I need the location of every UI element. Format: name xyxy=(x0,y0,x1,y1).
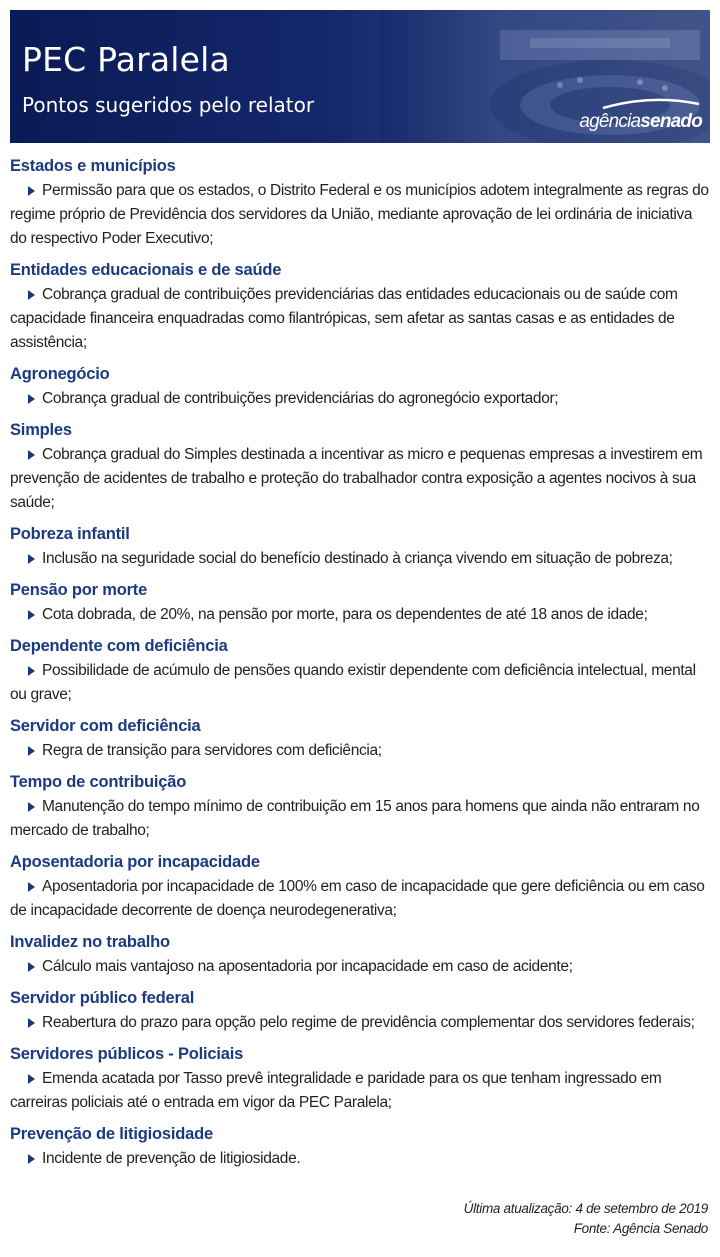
section-prevencao-litigiosidade xyxy=(10,1123,712,1171)
logo-text-agencia: agência xyxy=(579,111,641,132)
section-text: Cobrança gradual de contribuições previdenciárias do agronegócio exportador; xyxy=(42,390,559,407)
logo-text-senado: senado xyxy=(640,111,702,132)
section-pobreza-infantil xyxy=(10,523,712,571)
section-heading: Entidades educacionais e de saúde xyxy=(10,261,282,279)
section-agronegocio xyxy=(10,363,712,411)
section-text: Manutenção do tempo mínimo de contribuição em 15 anos para homens que ainda não entraram no mercado de trabalho; xyxy=(10,798,700,839)
triangle-bullet-icon xyxy=(28,666,35,676)
page-title: PEC Paralela xyxy=(22,40,230,79)
section-item xyxy=(10,443,712,515)
section-servidores-policiais xyxy=(10,1043,712,1115)
section-heading: Pensão por morte xyxy=(10,581,148,599)
header-banner xyxy=(10,10,710,143)
section-item xyxy=(10,875,712,923)
section-heading: Servidor com deficiência xyxy=(10,717,201,735)
section-heading: Servidor público federal xyxy=(10,989,195,1007)
triangle-bullet-icon xyxy=(28,610,35,620)
section-servidor-deficiencia xyxy=(10,715,712,763)
section-tempo-contribuicao xyxy=(10,771,712,843)
section-heading: Pobreza infantil xyxy=(10,525,130,543)
triangle-bullet-icon xyxy=(28,882,35,892)
triangle-bullet-icon xyxy=(28,394,35,404)
section-dependente-deficiencia xyxy=(10,635,712,707)
section-heading: Aposentadoria por incapacidade xyxy=(10,853,260,871)
section-heading: Dependente com deficiência xyxy=(10,637,228,655)
triangle-bullet-icon xyxy=(28,450,35,460)
section-estados-municipios xyxy=(10,155,712,251)
section-heading: Tempo de contribuição xyxy=(10,773,187,791)
section-text: Cálculo mais vantajoso na aposentadoria por incapacidade em caso de acidente; xyxy=(42,958,573,975)
section-servidor-publico-federal xyxy=(10,987,712,1035)
section-item xyxy=(10,179,712,251)
section-text: Regra de transição para servidores com deficiência; xyxy=(42,742,382,759)
section-item xyxy=(10,739,712,763)
section-heading: Simples xyxy=(10,421,72,439)
section-invalidez-trabalho xyxy=(10,931,712,979)
section-text: Cobrança gradual do Simples destinada a incentivar as micro e pequenas empresas a investirem em prevenção de acidentes de trabalho e proteção do trabalhador contra exposição a agentes nocivos à sua saúde; xyxy=(10,446,703,511)
triangle-bullet-icon xyxy=(28,962,35,972)
section-heading: Servidores públicos - Policiais xyxy=(10,1045,244,1063)
section-text: Inclusão na seguridade social do benefício destinado à criança vivendo em situação de pobreza; xyxy=(42,550,673,567)
section-item xyxy=(10,659,712,707)
section-heading: Agronegócio xyxy=(10,365,110,383)
section-item xyxy=(10,955,712,979)
section-text: Reabertura do prazo para opção pelo regime de previdência complementar dos servidores federais; xyxy=(42,1014,695,1031)
triangle-bullet-icon xyxy=(28,802,35,812)
section-item xyxy=(10,1067,712,1115)
triangle-bullet-icon xyxy=(28,554,35,564)
section-simples xyxy=(10,419,712,515)
section-pensao-por-morte xyxy=(10,579,712,627)
section-text: Aposentadoria por incapacidade de 100% em caso de incapacidade que gere deficiência ou em caso de incapacidade decorrente de doença neurodegenerativa; xyxy=(10,878,705,919)
proposal-list xyxy=(10,155,712,1179)
agencia-senado-logo xyxy=(579,107,702,137)
section-heading: Prevenção de litigiosidade xyxy=(10,1125,213,1143)
triangle-bullet-icon xyxy=(28,290,35,300)
section-item xyxy=(10,283,712,355)
source-credit: Fonte: Agência Senado xyxy=(573,1221,708,1236)
section-item xyxy=(10,1011,712,1035)
section-text: Emenda acatada por Tasso prevê integralidade e paridade para os que tenham ingressado em carreiras policiais até o entrada em vigor da PEC Paralela; xyxy=(10,1070,662,1111)
section-item xyxy=(10,387,712,411)
section-item xyxy=(10,1147,712,1171)
section-entidades-educacionais xyxy=(10,259,712,355)
section-aposentadoria-incapacidade xyxy=(10,851,712,923)
section-text: Cobrança gradual de contribuições previdenciárias das entidades educacionais ou de saúde com capacidade financeira enquadradas como filantrópicas, sem afetar as santas casas e as entidades de assistência; xyxy=(10,286,678,351)
section-heading: Estados e municípios xyxy=(10,157,176,175)
footer-credits xyxy=(464,1199,708,1239)
section-text: Incidente de prevenção de litigiosidade. xyxy=(42,1150,301,1167)
last-updated: Última atualização: 4 de setembro de 2019 xyxy=(463,1201,708,1216)
section-text: Permissão para que os estados, o Distrito Federal e os municípios adotem integralmente as regras do regime próprio de Previdência dos servidores da União, mediante aprovação de lei ordinária de iniciativa do respectivo Poder Executivo; xyxy=(10,182,709,247)
section-item xyxy=(10,603,712,627)
triangle-bullet-icon xyxy=(28,1018,35,1028)
section-item xyxy=(10,547,712,571)
section-item xyxy=(10,795,712,843)
triangle-bullet-icon xyxy=(28,746,35,756)
section-text: Cota dobrada, de 20%, na pensão por morte, para os dependentes de até 18 anos de idade; xyxy=(42,606,648,623)
section-heading: Invalidez no trabalho xyxy=(10,933,170,951)
triangle-bullet-icon xyxy=(28,1154,35,1164)
section-text: Possibilidade de acúmulo de pensões quando existir dependente com deficiência intelectual, mental ou grave; xyxy=(10,662,696,703)
page-subtitle: Pontos sugeridos pelo relator xyxy=(22,93,315,117)
triangle-bullet-icon xyxy=(28,186,35,196)
triangle-bullet-icon xyxy=(28,1074,35,1084)
logo-swoosh-icon xyxy=(601,98,701,110)
